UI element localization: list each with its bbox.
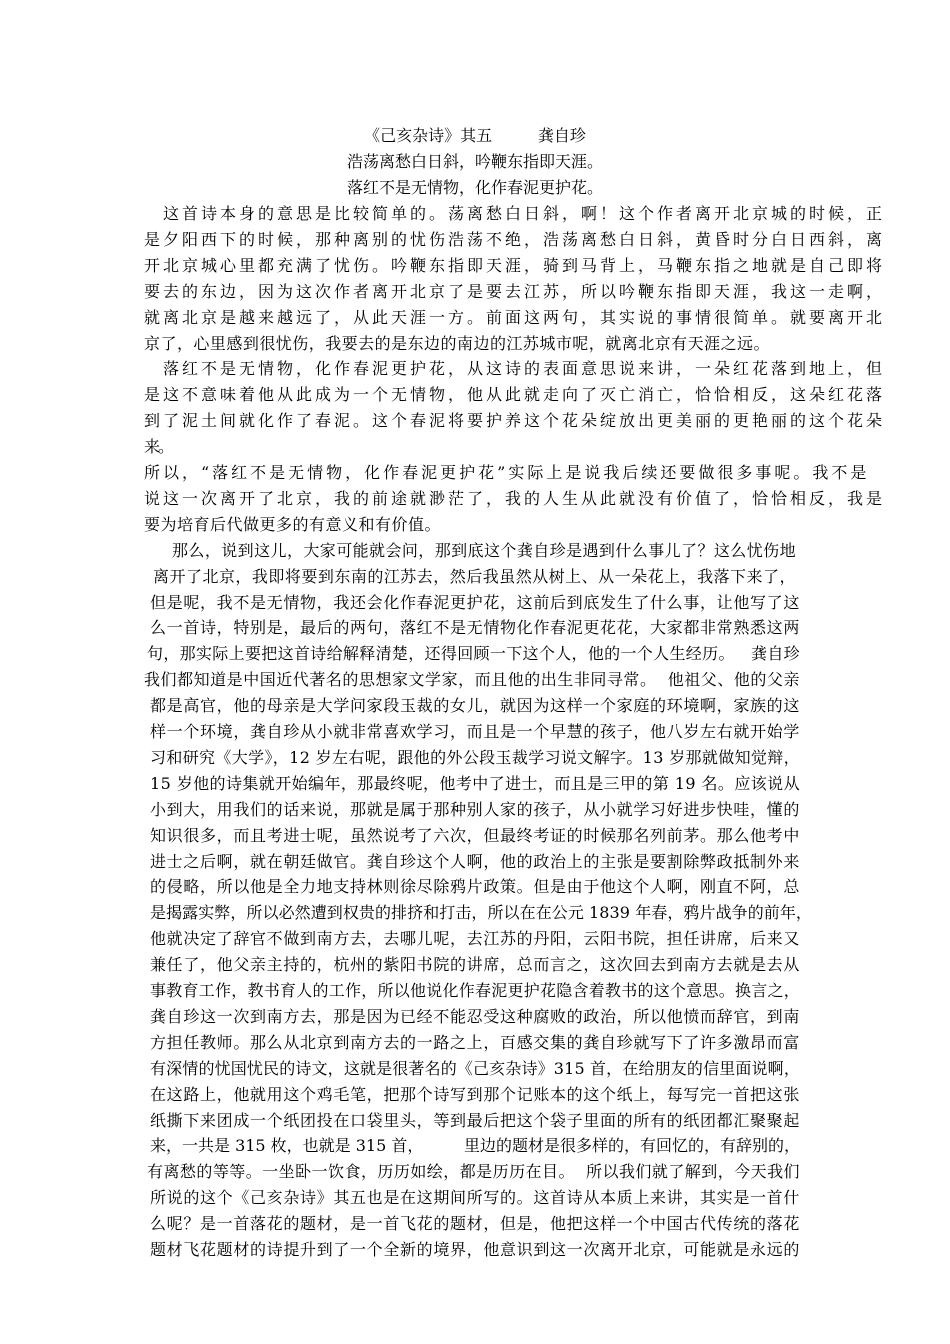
text-line: 是夕阳西下的时候，那种离别的忧伤浩荡不绝，浩荡离愁白日斜，黄昏时分白日西斜，离 [144, 230, 886, 249]
text-line: 小到大，用我们的话来说，那就是属于那种别人家的孩子，从小就学习好进步快哇，懂的 [150, 800, 800, 819]
text-line: 进士之后啊，就在朝廷做官。龚自珍这个人啊，他的政治上的主张是要割除弊政抵制外来 [150, 852, 800, 871]
text-line: 都是高官，他的母亲是大学问家段玉裁的女儿，就因为这样一个家庭的环境啊，家族的这 [150, 696, 800, 715]
text-line: 到了泥土间就化作了春泥。这个春泥将要护养这个花朵绽放出更美丽的更艳丽的这个花朵 [144, 411, 886, 430]
text-line: 开北京城心里都充满了忧伤。吟鞭东指即天涯，骑到马背上，马鞭东指之地就是自己即将 [144, 256, 886, 275]
text-line: 这首诗本身的意思是比较简单的。荡离愁白日斜，啊！这个作者离开北京城的时候，正 [163, 204, 886, 223]
text-line: 是这不意味着他从此成为一个无情物，他从此就走向了灭亡消亡，恰恰相反，这朵红花落 [144, 385, 886, 404]
text-line: 要为培育后代做更多的有意义和有价值。 [144, 515, 441, 534]
text-line: 习和研究《大学》，12 岁左右呢，跟他的外公段玉裁学习说文解字。13 岁那就做知觉辩， [150, 748, 800, 767]
poem-verse-1: 浩荡离愁白日斜，吟鞭东指即天涯。 [346, 152, 603, 171]
text-line: 说这一次离开了北京，我的前途就渺茫了，我的人生从此就没有价值了，恰恰相反，我是 [144, 489, 886, 508]
text-line: 兼任了，他父亲主持的，杭州的紫阳书院的讲席，总而言之，这次回去到南方去就是去从 [150, 955, 800, 974]
text-line: 那么，说到这儿，大家可能就会问，那到底这个龚自珍是遇到什么事儿了？这么忧伤地 [172, 541, 796, 560]
text-line: 有离愁的等等。一坐卧一饮食，历历如绘，都是历历在目。 所以我们就了解到，今天我们 [147, 1162, 800, 1181]
text-line: 落红不是无情物，化作春泥更护花，从这诗的表面意思说来讲，一朵红花落到地上，但 [163, 359, 886, 378]
text-line: 龚自珍这一次到南方去，那是因为已经不能忍受这种腐败的政治，所以他愤而辞官，到南 [150, 1007, 800, 1026]
text-line: 事教育工作，教书育人的工作，所以他说化作春泥更护花隐含着教书的这个意思。换言之， [150, 981, 800, 1000]
poem-verse-2: 落红不是无情物，化作春泥更护花。 [346, 178, 603, 197]
text-line: 有深情的忧国忧民的诗文，这就是很著名的《己亥杂诗》315 首，在给朋友的信里面说啊， [150, 1059, 800, 1078]
text-line: 么呢？是一首落花的题材，是一首飞花的题材，但是，他把这样一个中国古代传统的落花 [150, 1214, 800, 1233]
text-line: 15 岁他的诗集就开始编年，那最终呢，他考中了进士，而且是三甲的第 19 名。应该说从 [150, 774, 800, 793]
text-line: 要去的东边，因为这次作者离开北京了是要去江苏，所以吟鞭东指即天涯，我这一走啊， [144, 282, 886, 301]
text-line: 题材飞花题材的诗提升到了一个全新的境界，他意识到这一次离开北京，可能就是永远的 [150, 1240, 800, 1259]
poem-title: 《己亥杂诗》其五 龚自珍 [364, 126, 586, 145]
text-line: 是揭露实弊，所以必然遭到权贵的排挤和打击，所以在在公元 1839 年春，鸦片战争的前年， [150, 903, 812, 922]
text-line: 离开了北京，我即将要到东南的江苏去，然后我虽然从树上、从一朵花上，我落下来了， [153, 567, 796, 586]
text-line: 京了，心里感到很忧伤，我要去的是东边的南边的江苏城市呢，就离北京有天涯之远。 [144, 334, 770, 353]
text-line: 就离北京是越来越远了，从此天涯一方。前面这两句，其实说的事情很简单。就要离开北 [144, 308, 886, 327]
text-line: 他就决定了辞官不做到南方去，去哪儿呢，去江苏的丹阳，云阳书院，担任讲席，后来又 [150, 929, 800, 948]
text-line: 样一个环境，龚自珍从小就非常喜欢学习，而且是一个早慧的孩子，他八岁左右就开始学 [150, 722, 800, 741]
text-line: 来，一共是 315 枚，也就是 315 首， 里边的题材是很多样的，有回忆的，有辞别的， [150, 1136, 800, 1155]
text-line: 方担任教师。那么从北京到南方去的一路之上，百感交集的龚自珍就写下了许多激昂而富 [150, 1033, 800, 1052]
text-line: 么一首诗，特别是，最后的两句，落红不是无情物化作春泥更花花，大家都非常熟悉这两 [150, 618, 800, 637]
text-line: 来。 [144, 437, 172, 456]
text-line: 纸撕下来团成一个纸团投在口袋里头，等到最后把这个袋子里面的所有的纸团都汇聚聚起 [150, 1111, 800, 1130]
text-line: 但是呢，我不是无情物，我还会化作春泥更护花，这前后到底发生了什么事，让他写了这 [150, 593, 800, 612]
text-line: 我们都知道是中国近代著名的思想家文学家，而且他的出生非同寻常。 他祖父、他的父亲 [144, 670, 800, 689]
text-line: 在这路上，他就用这个鸡毛笔，把那个诗写到那个记账本的这个纸上，每写完一首把这张 [150, 1085, 800, 1104]
text-line: 所以，“落红不是无情物，化作春泥更护花”实际上是说我后续还要做很多事呢。我不是 [144, 463, 870, 482]
text-line: 句，那实际上要把这首诗给解释清楚，还得回顾一下这个人，他的一个人生经历。 龚自珍 [147, 644, 800, 663]
text-line: 知识很多，而且考进士呢，虽然说考了六次，但最终考证的时候那名列前茅。那么他考中 [150, 826, 800, 845]
text-line: 所说的这个《己亥杂诗》其五也是在这期间所写的。这首诗从本质上来讲，其实是一首什 [150, 1188, 800, 1207]
text-line: 的侵略，所以他是全力地支持林则徐尽除鸦片政策。但是由于他这个人啊，刚直不阿，总 [150, 877, 800, 896]
